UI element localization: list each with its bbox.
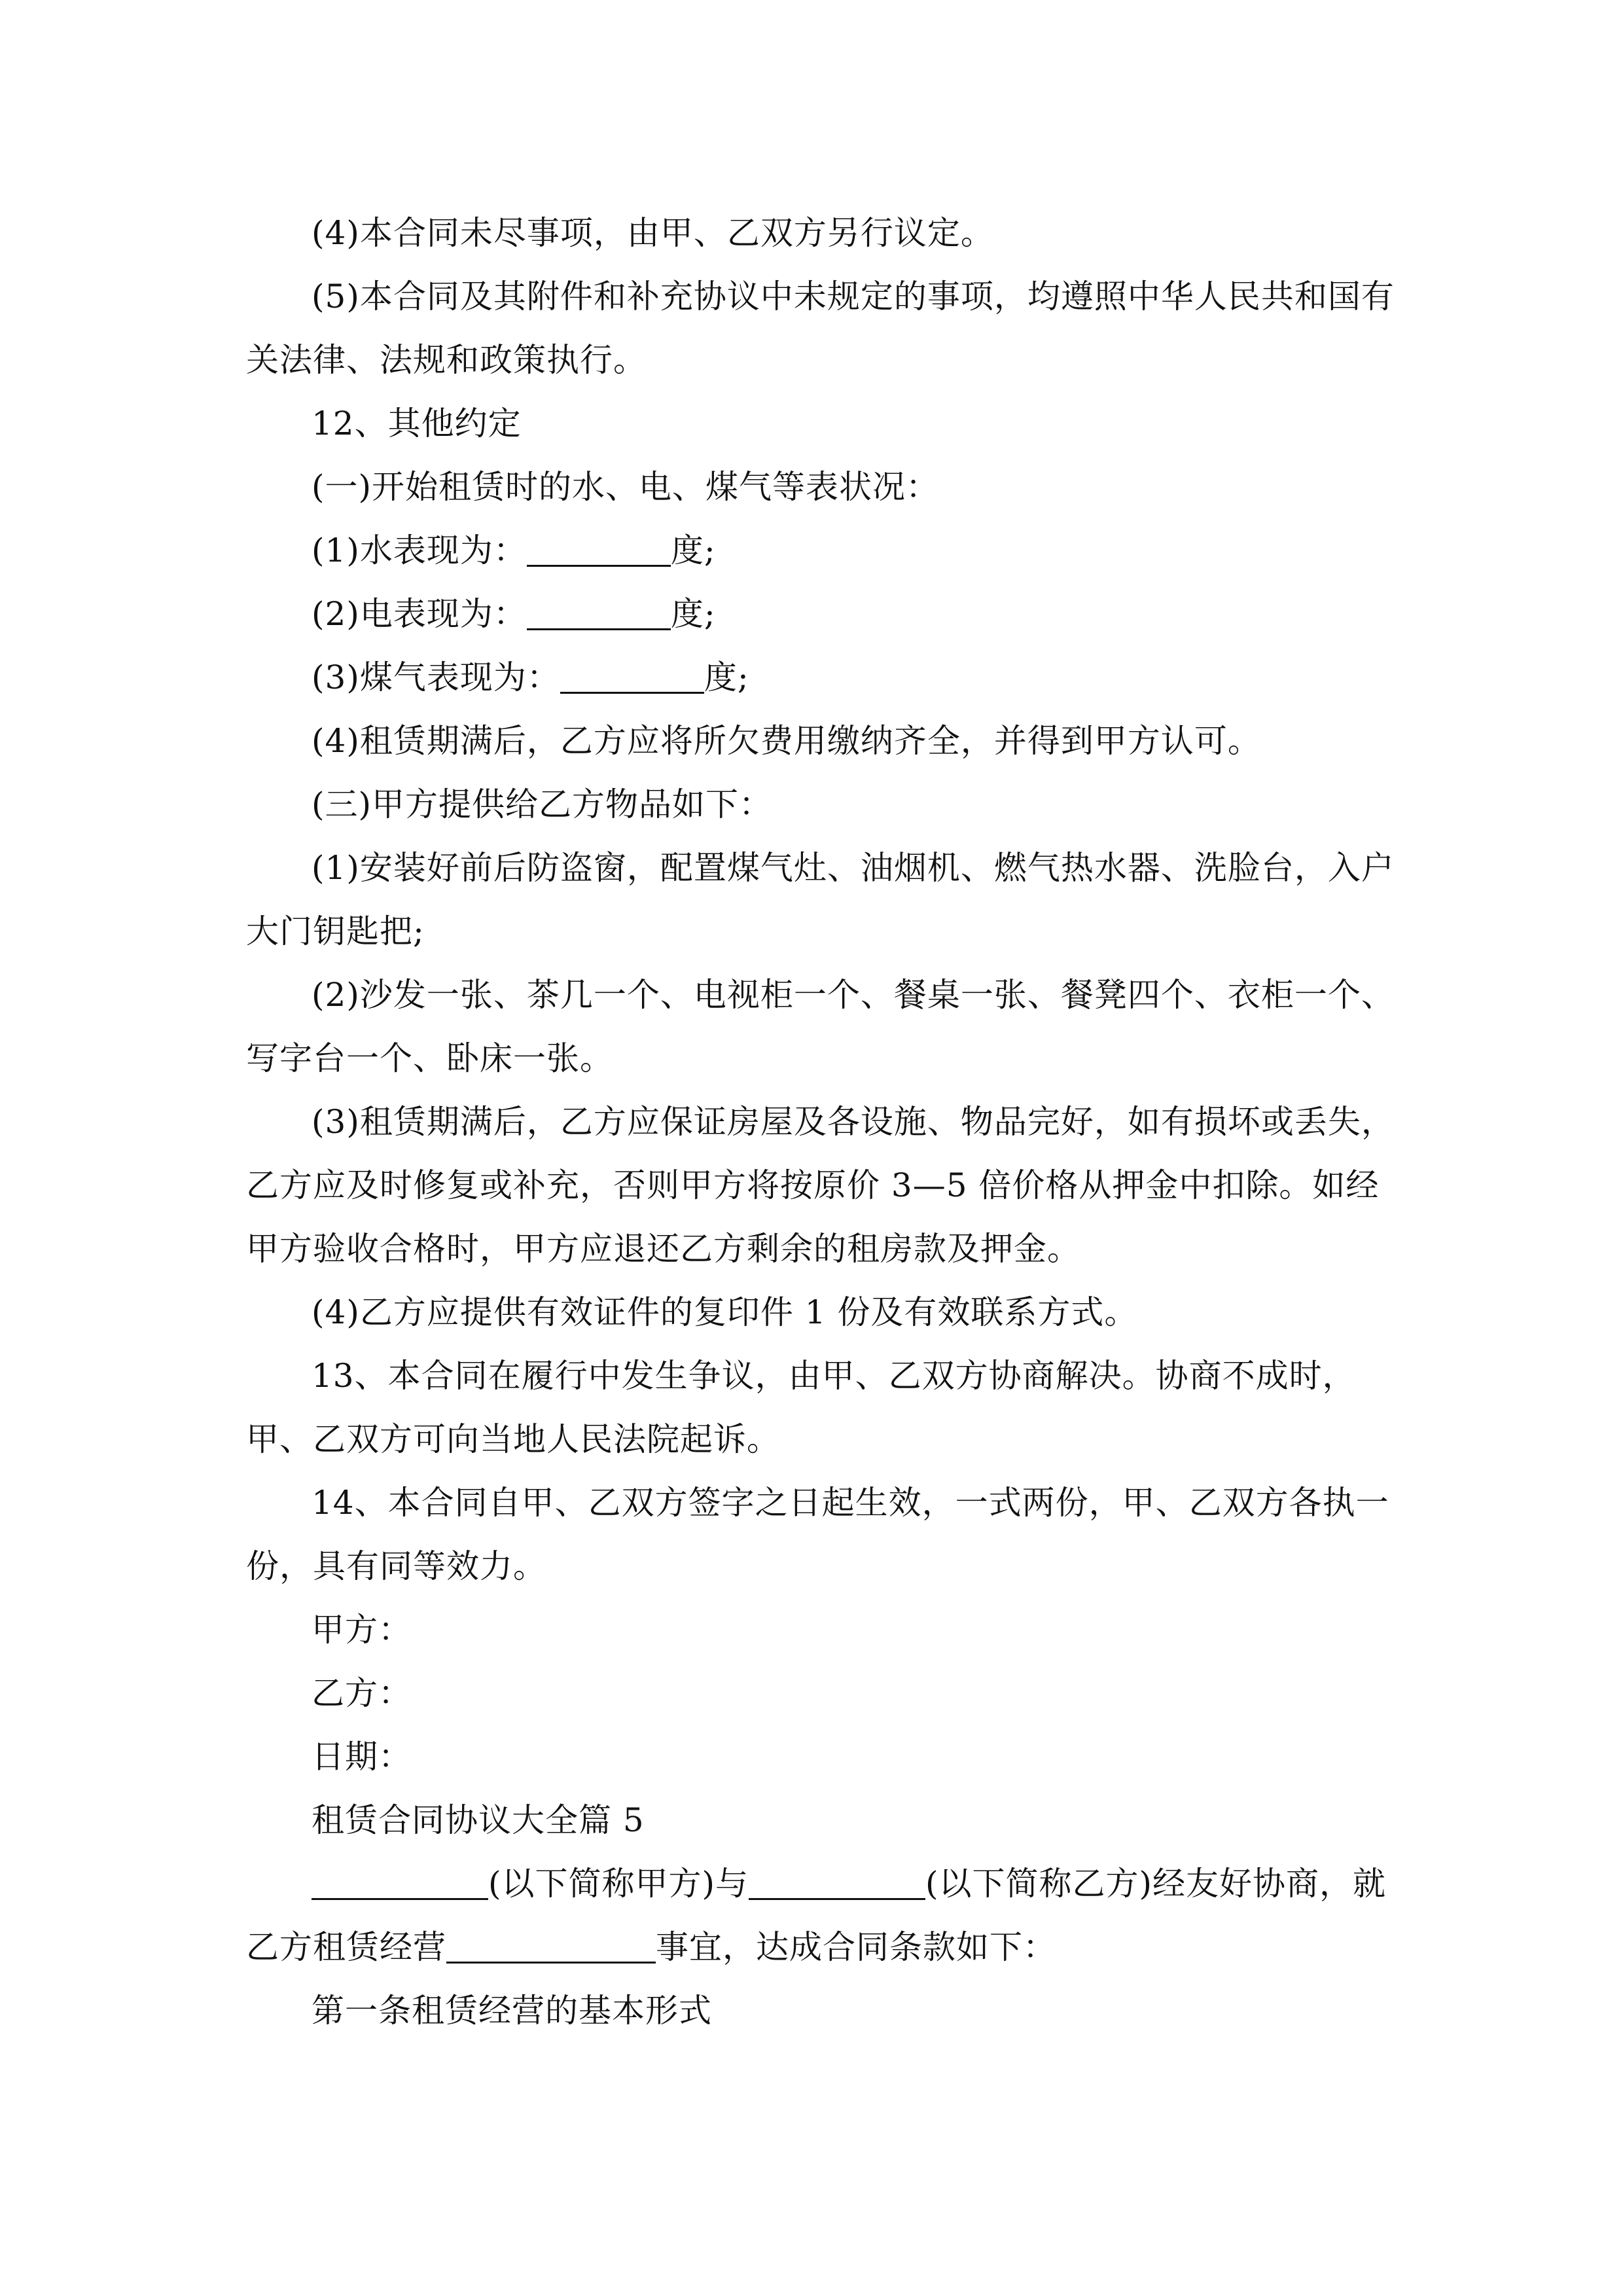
section-14-effect: 14、本合同自甲、乙双方签字之日起生效，一式两份，甲、乙双方各执一份，具有同等效力。 <box>246 1484 1389 1585</box>
gas-meter-unit: 度; <box>704 658 749 696</box>
items-clause-1: (1)安装好前后防盗窗，配置煤气灶、油烟机、燃气热水器、洗脸台，入户大门钥匙把; <box>246 849 1395 950</box>
gas-meter-label: (3)煤气表现为： <box>312 658 560 696</box>
party-a-signature: 甲方： <box>312 1611 412 1649</box>
water-meter-blank[interactable] <box>527 535 671 567</box>
electric-meter-unit: 度; <box>670 595 716 633</box>
electric-meter-line <box>246 583 1398 646</box>
water-meter-label: (1)水表现为： <box>312 531 527 569</box>
fees-settlement-clause: (4)租赁期满后，乙方应将所欠费用缴纳齐全，并得到甲方认可。 <box>312 722 1261 760</box>
signature-date: 日期： <box>312 1738 412 1776</box>
contract-terms-intro: 事宜，达成合同条款如下： <box>656 1928 1056 1966</box>
meter-status-heading: (一)开始租赁时的水、电、煤气等表状况： <box>312 468 940 506</box>
party-b-abbrev: (以下简称乙方)经友好协商，就乙方租赁经营 <box>246 1865 1387 1966</box>
section-13-dispute: 13、本合同在履行中发生争议，由甲、乙双方协商解决。协商不成时，甲、乙双方可向当地人民法院起诉。 <box>246 1357 1356 1458</box>
party-b-signature: 乙方： <box>312 1674 412 1712</box>
party-b-name-blank[interactable] <box>749 1868 925 1900</box>
clause-4-unresolved: (4)本合同未尽事项，由甲、乙双方另行议定。 <box>312 214 994 252</box>
document-body <box>246 202 1398 2043</box>
contract-5-title: 租赁合同协议大全篇 5 <box>312 1801 645 1839</box>
electric-meter-label: (2)电表现为： <box>312 595 527 633</box>
items-clause-2: (2)沙发一张、茶几一个、电视柜一个、餐桌一张、餐凳四个、衣柜一个、写字台一个、卧床一张。 <box>246 976 1395 1077</box>
items-clause-3: (3)租赁期满后，乙方应保证房屋及各设施、物品完好，如有损坏或丢失，乙方应及时修复或补充，否则甲方将按原价 3—5 倍价格从押金中扣除。如经甲方验收合格时，甲方应退还乙方剩余的租房款及押金。 <box>246 1103 1395 1268</box>
section-12-heading: 12、其他约定 <box>312 404 522 442</box>
contract-5-intro <box>246 1852 1398 1979</box>
items-clause-4: (4)乙方应提供有效证件的复印件 1 份及有效联系方式。 <box>312 1293 1138 1331</box>
party-a-abbrev: (以下简称甲方)与 <box>488 1865 749 1903</box>
gas-meter-line <box>246 646 1398 709</box>
electric-meter-blank[interactable] <box>527 598 671 630</box>
items-provided-heading: (三)甲方提供给乙方物品如下： <box>312 785 773 823</box>
gas-meter-blank[interactable] <box>560 662 704 694</box>
party-a-name-blank[interactable] <box>312 1868 488 1900</box>
water-meter-unit: 度; <box>670 531 716 569</box>
water-meter-line <box>246 519 1398 583</box>
clause-5-laws: (5)本合同及其附件和补充协议中未规定的事项，均遵照中华人民共和国有关法律、法规和政策执行。 <box>246 278 1395 379</box>
article-1-heading: 第一条租赁经营的基本形式 <box>312 1992 712 2030</box>
business-name-blank[interactable] <box>446 1931 656 1964</box>
